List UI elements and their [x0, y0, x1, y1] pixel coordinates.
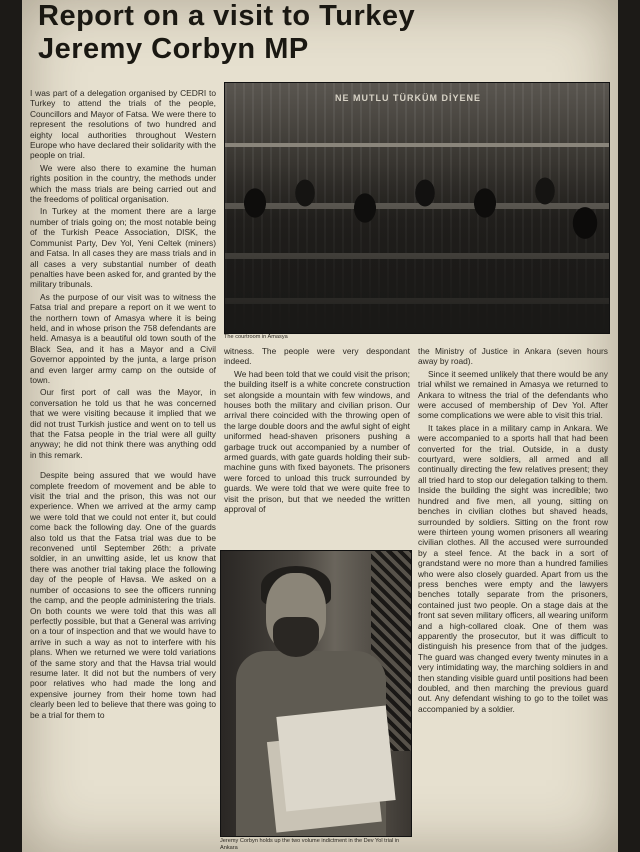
paragraph: Despite being assured that we would have complete freedom of movement and be able to visit the trial and the prison, this was not our experience. When we arrived at the army camp we were told that we could not enter it, but could come back the following day. One of the guards also told us that the Fatsa trial was due to be reconvened until September 26th: a private soldier, in an unwitting aside, let us know that there was another trial taking place the following day of the people of Havsa. We asked on a number of occasions to see the officers running the camp, and the people administering the trials. On both counts we were told that this was all perfectly possible, but that a General was arriving on a tour of inspection and that we would have to arrive in such a way as not to interfere with his plans. When we returned we were told variations of the same story and that the Havsa trial would resume later. It did not but the numbers of very poor relatives who had made the long and expensive journey from their home town had clearly been led to believe that there was going to be a trial for them to	[30, 470, 216, 720]
paragraph: As the purpose of our visit was to witness the Fatsa trial and prepare a report on it we went to the northern town of Amasya where it is being held, and in whose prison the 758 defendants are held. Amasya is a beautiful old town south of the Black Sea, and it has a Mayor and a Civil Governor appointed by the junta, a large prison and even larger army camp on the outside of town.	[30, 291, 216, 385]
headline-title: Report on a visit to Turkey	[38, 0, 416, 32]
paragraph: I was part of a delegation organised by CEDRI to Turkey to attend the trials of the people, Councillors and Mayor of Fatsa. We were there to represent the resolutions of two hundred and eighty local authorities throughout Western Europe who have declared their solidarity with the people on trial.	[30, 88, 216, 161]
paragraph: the Ministry of Justice in Ankara (seven hours away by road).	[418, 346, 608, 367]
corbyn-photo-caption: Jeremy Corbyn holds up the two volume indictment in the Dev Yol trial in Ankara	[220, 838, 400, 851]
paragraph: In Turkey at the moment there are a large number of trials going on; the most notable being of the Turkish Peace Association, DISK, the Communist Party, Dev Yol, Yeni Celtek (miners) and Fatsa. In all cases they are mass trials and in all cases a very substantial number of death penalties have been asked for, and granted by the military tribunals.	[30, 206, 216, 290]
newspaper-page	[22, 0, 618, 852]
paragraph: Our first port of call was the Mayor, in conversation he told us that he was concerned that we were visiting because it implied that we did not trust Turkish justice and went on to tell us that the Fatsa people in the trial were all guilty anyway; he did not think there was anything odd in this remark.	[30, 387, 216, 460]
courtroom-photo-caption: The courtroom in Amasya	[224, 334, 288, 340]
article-headline	[38, 0, 608, 66]
corbyn-photo	[220, 550, 412, 837]
paragraph: We were also there to examine the human rights position in the country, the methods under which the mass trials are being carried out and the freedoms of political organisation.	[30, 162, 216, 205]
paragraph: We had been told that we could visit the prison; the building itself is a white concrete construction set alongside a mountain with few windows, and houses both the military and civilian prison. Our arrival there coincided with the throwing open of the large double doors and the awful sight of eight uniformed head-shaven prisoners pushing a garbage truck out accompanied by a number of armed guards, with gate guards holding their sub-machine guns with fixed bayonets. The prisoners were forced to unload this truck surrounded by guards. We were told that we were quite free to visit the prison, but that we needed the written approval of	[224, 368, 410, 515]
photo-railing	[225, 143, 609, 147]
indictment-document	[276, 706, 395, 812]
article-column-3	[418, 346, 608, 846]
paragraph: witness. The people were very despondant indeed.	[224, 346, 410, 367]
paragraph: Since it seemed unlikely that there would be any trial whilst we remained in Amasya we returned to Ankara to witness the trial of the defendants who were accused of membership of Dev Yol. After some complications we were able to visit this trial.	[418, 368, 608, 421]
courtroom-photo	[224, 82, 610, 334]
wall-sign-text: NE MUTLU TÜRKÜM DİYENE	[335, 93, 481, 103]
paragraph: It takes place in a military camp in Ankara. We were accompanied to a sports hall that had been converted for the trial. Outside, in a dusty courtyard, were soldiers, all armed and all continually directing the few relatives present; they all tried hard to stop our delegation talking to them. Inside the building the sight was incredible; two hundred and five men, all young, sitting on benches in civilian clothes but shaved heads, surrounded by soldiers. Sitting on the front row were thirteen young women prisoners all wearing civilian clothes. All the accused were surrounded by a steel fence. At the back in a sort of grandstand were no more than a hundred families who were also closely guarded. Apart from us the press benches were empty and the lawyers benches totally separate from the prisoners, contained just two people. On a stage dais at the front sat seven military officers, all wearing uniform and a high-collared cloak. One of them was apparently the prosecutor, but it was difficult to distinguish his presence from that of the judges. The guard was changed every twenty minutes in a very intimidating way, the marching soldiers in and then standing visible guard until positions had been doubled, and then marching the previous guard out. Any defendant wishing to go to the toilet was accompanied by a soldier.	[418, 422, 608, 714]
headline-author: Jeremy Corbyn MP	[38, 33, 309, 65]
article-column-1	[30, 88, 216, 852]
article-column-2	[224, 346, 410, 546]
photo-crowd	[225, 163, 609, 333]
